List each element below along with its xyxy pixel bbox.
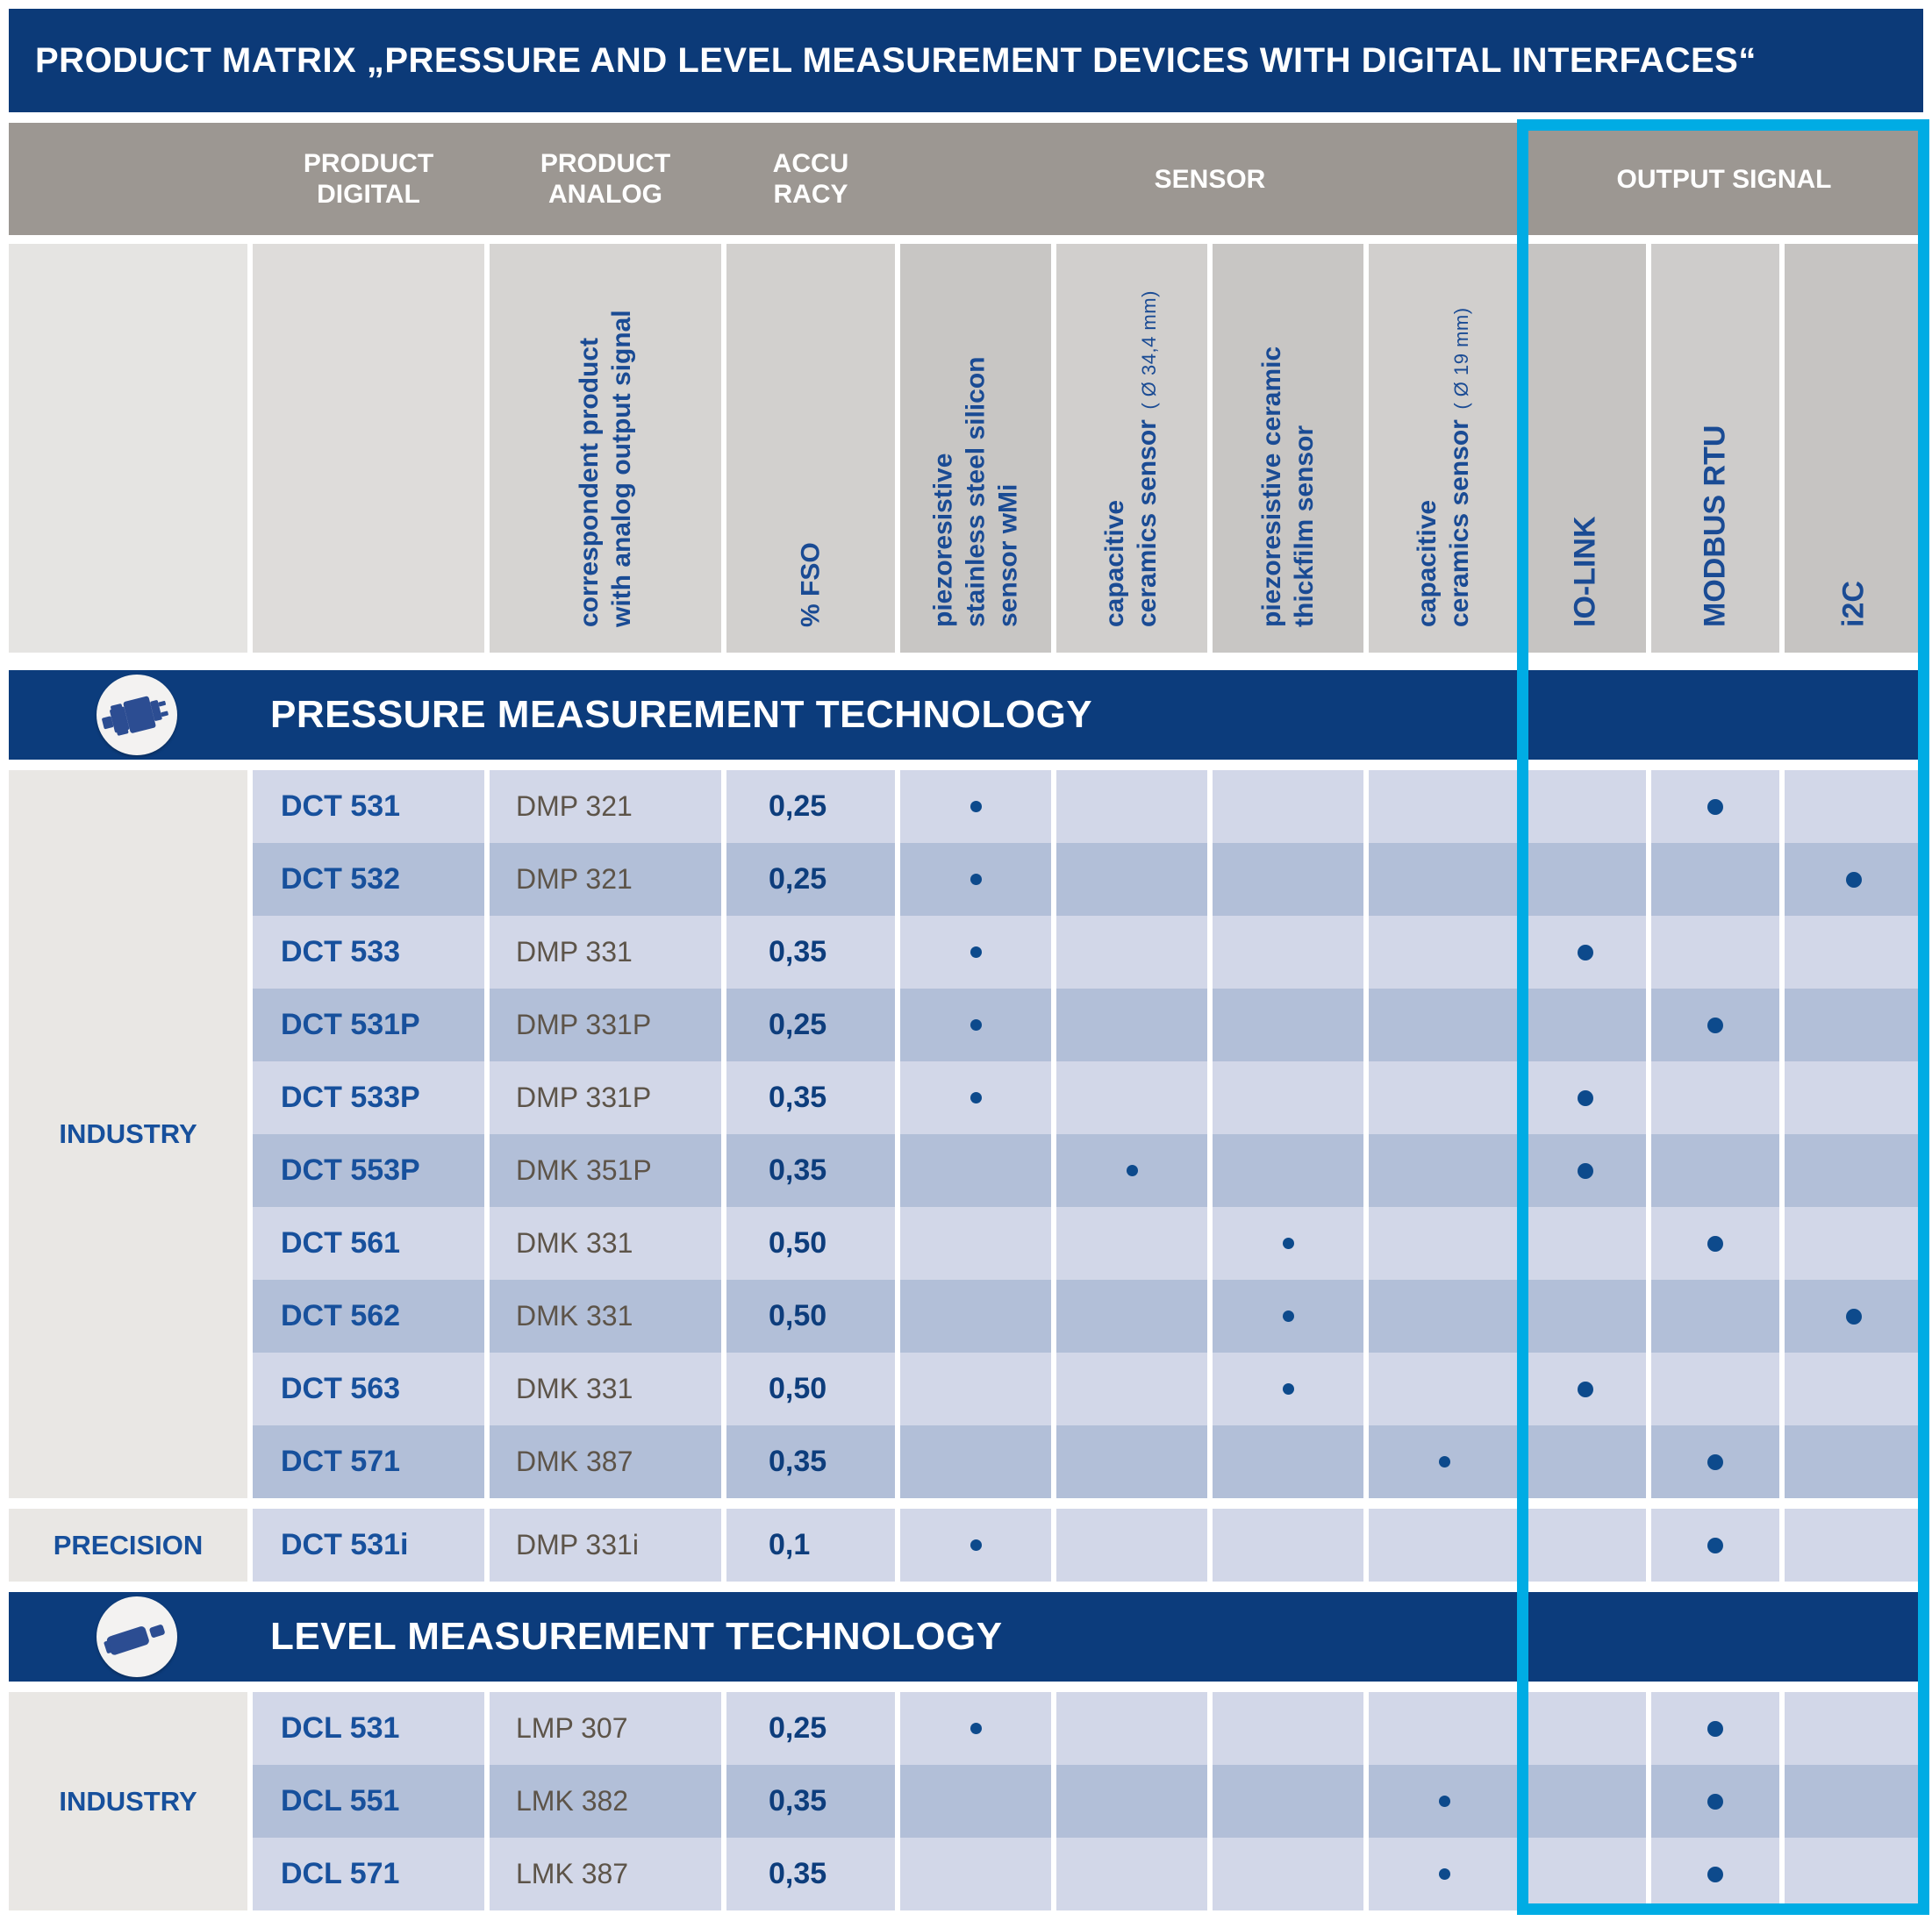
title-bar: [9, 9, 1923, 112]
sensor-dot-cell: [900, 843, 1051, 916]
subheader-sensor-3: [1213, 244, 1363, 653]
page-title: PRODUCT MATRIX „PRESSURE AND LEVEL MEASUREMENT DEVICES WITH DIGITAL INTERFACES“: [35, 40, 1757, 80]
sensor-dot-cell: [900, 1692, 1051, 1765]
sensor-dot-cell: [1213, 1425, 1363, 1498]
sensor-dot-cell: [900, 1061, 1051, 1134]
presence-dot: [1578, 945, 1593, 960]
table-row: [253, 1838, 1923, 1910]
section-banner-label: PRESSURE MEASUREMENT TECHNOLOGY: [270, 693, 1093, 736]
accuracy-cell: 0,1: [726, 1509, 895, 1582]
section-icon-circle: [97, 675, 177, 755]
sensor-dot-cell: [1369, 1280, 1520, 1353]
output-dot-cell: [1525, 1425, 1646, 1498]
product-analog-cell: DMP 321: [490, 843, 721, 916]
accuracy-cell: 0,35: [726, 1425, 895, 1498]
group-rows: [253, 770, 1923, 1498]
row-group: [9, 1692, 1923, 1910]
row-group: [9, 1509, 1923, 1582]
output-dot-cell: [1525, 989, 1646, 1061]
sensor-subheader-line: piezoresistive ceramic: [1257, 346, 1286, 627]
accuracy-cell: 0,35: [726, 1838, 895, 1910]
presence-dot: [1283, 1238, 1294, 1249]
group-rows: [253, 1509, 1923, 1582]
accuracy-cell: 0,25: [726, 770, 895, 843]
output-subheader-text: MODBUS RTU: [1698, 425, 1732, 627]
sensor-dot-cell: [1213, 770, 1363, 843]
sensor-dot-cell: [1213, 1134, 1363, 1207]
sensor-diameter-note: ( Ø 34,4 mm): [1138, 290, 1160, 420]
sensor-dot-cell: [1369, 1207, 1520, 1280]
sensor-dot-cell: [1369, 1692, 1520, 1765]
output-dot-cell: [1785, 1280, 1923, 1353]
sensor-dot-cell: [1213, 1838, 1363, 1910]
presence-dot: [1283, 1383, 1294, 1395]
product-analog-cell: DMK 387: [490, 1425, 721, 1498]
rotated-subheader-band: [9, 244, 1923, 653]
product-analog-cell: DMK 331: [490, 1280, 721, 1353]
presence-dot: [1439, 1868, 1450, 1880]
pressure-sensor-icon: [97, 675, 177, 755]
product-digital-cell: DCL 531: [253, 1692, 484, 1765]
sensor-subheader-text: [1256, 255, 1320, 641]
sensor-dot-cell: [1056, 1061, 1207, 1134]
subheader-sensor-2: [1056, 244, 1207, 653]
output-dot-cell: [1525, 1280, 1646, 1353]
presence-dot: [970, 1092, 982, 1103]
product-analog-cell: LMK 387: [490, 1838, 721, 1910]
presence-dot: [1707, 1794, 1723, 1810]
product-digital-cell: DCT 553P: [253, 1134, 484, 1207]
accuracy-cell: 0,35: [726, 1765, 895, 1838]
group-label: INDUSTRY: [9, 770, 247, 1498]
table-row: [253, 1692, 1923, 1765]
output-dot-cell: [1525, 1134, 1646, 1207]
subheader-spacer: [9, 244, 247, 653]
output-dot-cell: [1785, 770, 1923, 843]
sensor-dot-cell: [1369, 1765, 1520, 1838]
output-dot-cell: [1651, 989, 1779, 1061]
table-sections: [9, 670, 1923, 1910]
product-analog-cell: DMK 351P: [490, 1134, 721, 1207]
output-dot-cell: [1651, 1134, 1779, 1207]
group-rows: [253, 1692, 1923, 1910]
accuracy-cell: 0,25: [726, 1692, 895, 1765]
presence-dot: [1707, 1236, 1723, 1252]
output-dot-cell: [1785, 989, 1923, 1061]
sensor-dot-cell: [900, 989, 1051, 1061]
presence-dot: [1439, 1456, 1450, 1468]
output-dot-cell: [1525, 770, 1646, 843]
sensor-dot-cell: [900, 1280, 1051, 1353]
subheader-analog-note: correspondent product with analog output signal: [490, 244, 721, 653]
sensor-subheader-text: [1098, 255, 1165, 641]
subheader-digital-empty: [253, 244, 484, 653]
sensor-dot-cell: [900, 1838, 1051, 1910]
output-dot-cell: [1785, 1134, 1923, 1207]
presence-dot: [1707, 799, 1723, 815]
table-row: [253, 770, 1923, 843]
accuracy-cell: 0,25: [726, 989, 895, 1061]
sensor-dot-cell: [900, 916, 1051, 989]
sensor-dot-cell: [1213, 1061, 1363, 1134]
product-digital-cell: DCL 571: [253, 1838, 484, 1910]
product-digital-cell: DCT 533P: [253, 1061, 484, 1134]
output-dot-cell: [1651, 1765, 1779, 1838]
output-dot-cell: [1651, 1425, 1779, 1498]
output-dot-cell: [1651, 1207, 1779, 1280]
table-row: [253, 1061, 1923, 1134]
subheader-output-modbus-rtu: [1651, 244, 1779, 653]
sensor-subheader-line: capacitive: [1413, 499, 1442, 627]
presence-dot: [1707, 1018, 1723, 1033]
product-digital-cell: DCT 561: [253, 1207, 484, 1280]
output-dot-cell: [1785, 1509, 1923, 1582]
header-accuracy: ACCU RACY: [772, 149, 849, 209]
presence-dot: [1127, 1165, 1138, 1176]
output-dot-cell: [1785, 1765, 1923, 1838]
sensor-subheader-line: piezoresistive: [928, 453, 958, 627]
table-row: [253, 1425, 1923, 1498]
sensor-dot-cell: [1213, 1692, 1363, 1765]
output-dot-cell: [1785, 1425, 1923, 1498]
sensor-subheader-line: capacitive: [1100, 499, 1129, 627]
sensor-dot-cell: [1213, 1280, 1363, 1353]
sensor-dot-cell: [1369, 916, 1520, 989]
table-row: [253, 1134, 1923, 1207]
sensor-subheader-text: [927, 255, 1025, 641]
output-dot-cell: [1651, 1838, 1779, 1910]
subheader-accuracy-unit: % FSO: [726, 244, 895, 653]
product-analog-cell: DMP 331P: [490, 989, 721, 1061]
presence-dot: [970, 801, 982, 812]
accuracy-cell: 0,35: [726, 916, 895, 989]
column-header-band: [9, 123, 1923, 235]
presence-dot: [1578, 1382, 1593, 1397]
sensor-dot-cell: [1213, 843, 1363, 916]
subheader-output-i2c: [1785, 244, 1923, 653]
product-analog-cell: DMP 331P: [490, 1061, 721, 1134]
sensor-dot-cell: [900, 1134, 1051, 1207]
table-row: [253, 989, 1923, 1061]
product-analog-cell: DMK 331: [490, 1207, 721, 1280]
sensor-subheader-line: ceramics sensor ( Ø 19 mm): [1445, 307, 1474, 627]
accuracy-cell: 0,50: [726, 1207, 895, 1280]
product-analog-cell: DMP 331i: [490, 1509, 721, 1582]
output-dot-cell: [1525, 916, 1646, 989]
output-dot-cell: [1785, 916, 1923, 989]
section-banner-label: LEVEL MEASUREMENT TECHNOLOGY: [270, 1615, 1003, 1658]
output-dot-cell: [1525, 1509, 1646, 1582]
output-dot-cell: [1785, 1692, 1923, 1765]
sensor-subheader-line: sensor wMi: [993, 483, 1023, 627]
sensor-dot-cell: [1369, 1509, 1520, 1582]
header-product-digital: PRODUCT DIGITAL: [303, 149, 434, 209]
sensor-dot-cell: [1056, 1692, 1207, 1765]
table-row: [253, 1509, 1923, 1582]
product-analog-cell: DMK 331: [490, 1353, 721, 1425]
output-subheader-text: i2C: [1836, 581, 1871, 627]
presence-dot: [1707, 1454, 1723, 1470]
sensor-dot-cell: [1056, 770, 1207, 843]
header-sensor-group: SENSOR: [1154, 164, 1266, 194]
sensor-dot-cell: [1056, 1280, 1207, 1353]
accuracy-cell: 0,50: [726, 1353, 895, 1425]
sensor-dot-cell: [1213, 1765, 1363, 1838]
sensor-dot-cell: [1056, 1509, 1207, 1582]
section-banner: [9, 1592, 1923, 1682]
output-dot-cell: [1785, 843, 1923, 916]
header-product-analog: PRODUCT ANALOG: [540, 149, 671, 209]
sensor-dot-cell: [900, 1765, 1051, 1838]
product-analog-cell: LMP 307: [490, 1692, 721, 1765]
sensor-dot-cell: [1056, 1425, 1207, 1498]
product-digital-cell: DCT 532: [253, 843, 484, 916]
product-analog-cell: DMP 321: [490, 770, 721, 843]
output-dot-cell: [1525, 1692, 1646, 1765]
level-probe-icon: [97, 1596, 177, 1677]
sensor-dot-cell: [1056, 1353, 1207, 1425]
output-dot-cell: [1651, 916, 1779, 989]
accuracy-cell: 0,35: [726, 1061, 895, 1134]
sensor-dot-cell: [1056, 1134, 1207, 1207]
output-dot-cell: [1651, 1509, 1779, 1582]
sensor-dot-cell: [1056, 1207, 1207, 1280]
group-label: PRECISION: [9, 1509, 247, 1582]
table-row: [253, 1765, 1923, 1838]
sensor-dot-cell: [900, 1425, 1051, 1498]
output-dot-cell: [1651, 1280, 1779, 1353]
subheader-sensor-1: [900, 244, 1051, 653]
sensor-dot-cell: [900, 1509, 1051, 1582]
sensor-dot-cell: [900, 1353, 1051, 1425]
presence-dot: [970, 1539, 982, 1551]
presence-dot: [1578, 1090, 1593, 1106]
sensor-dot-cell: [1369, 1061, 1520, 1134]
subheader-sensor-4: [1369, 244, 1520, 653]
row-group: [9, 770, 1923, 1498]
sensor-dot-cell: [1369, 1838, 1520, 1910]
section-banner: [9, 670, 1923, 760]
accuracy-cell: 0,35: [726, 1134, 895, 1207]
sensor-dot-cell: [1213, 1353, 1363, 1425]
output-dot-cell: [1525, 843, 1646, 916]
presence-dot: [1707, 1538, 1723, 1553]
section-icon-circle: [97, 1596, 177, 1677]
presence-dot: [1846, 1309, 1862, 1325]
accuracy-cell: 0,25: [726, 843, 895, 916]
output-dot-cell: [1651, 770, 1779, 843]
presence-dot: [970, 874, 982, 885]
table-row: [253, 916, 1923, 989]
sensor-dot-cell: [900, 770, 1051, 843]
accuracy-cell: 0,50: [726, 1280, 895, 1353]
subheader-output-io-link: [1525, 244, 1646, 653]
sensor-diameter-note: ( Ø 19 mm): [1450, 307, 1472, 420]
sensor-dot-cell: [1056, 916, 1207, 989]
output-dot-cell: [1651, 843, 1779, 916]
sensor-dot-cell: [1056, 989, 1207, 1061]
output-dot-cell: [1785, 1207, 1923, 1280]
output-dot-cell: [1785, 1838, 1923, 1910]
header-spacer: [9, 123, 247, 235]
sensor-subheader-line: ceramics sensor ( Ø 34,4 mm): [1133, 290, 1162, 627]
sensor-dot-cell: [1369, 1134, 1520, 1207]
product-digital-cell: DCT 531: [253, 770, 484, 843]
product-digital-cell: DCT 531i: [253, 1509, 484, 1582]
sensor-dot-cell: [1369, 843, 1520, 916]
presence-dot: [1707, 1721, 1723, 1737]
output-dot-cell: [1525, 1061, 1646, 1134]
output-dot-cell: [1525, 1353, 1646, 1425]
sensor-subheader-text: [1411, 255, 1478, 641]
sensor-dot-cell: [1056, 1838, 1207, 1910]
table-row: [253, 843, 1923, 916]
sensor-dot-cell: [1056, 843, 1207, 916]
presence-dot: [970, 946, 982, 958]
presence-dot: [1439, 1796, 1450, 1807]
sensor-dot-cell: [1369, 989, 1520, 1061]
presence-dot: [970, 1723, 982, 1734]
header-output-group: OUTPUT SIGNAL: [1616, 164, 1832, 194]
group-label: INDUSTRY: [9, 1692, 247, 1910]
table-row: [253, 1280, 1923, 1353]
output-dot-cell: [1525, 1207, 1646, 1280]
product-analog-cell: DMP 331: [490, 916, 721, 989]
product-digital-cell: DCT 562: [253, 1280, 484, 1353]
sensor-subheader-line: thickfilm sensor: [1290, 425, 1319, 627]
sensor-dot-cell: [1056, 1765, 1207, 1838]
sensor-dot-cell: [1369, 770, 1520, 843]
presence-dot: [1283, 1310, 1294, 1322]
table-row: [253, 1353, 1923, 1425]
sensor-dot-cell: [1213, 916, 1363, 989]
presence-dot: [1846, 872, 1862, 888]
sensor-dot-cell: [1213, 989, 1363, 1061]
product-digital-cell: DCT 571: [253, 1425, 484, 1498]
output-dot-cell: [1651, 1061, 1779, 1134]
output-dot-cell: [1651, 1353, 1779, 1425]
output-dot-cell: [1525, 1765, 1646, 1838]
sensor-dot-cell: [1369, 1353, 1520, 1425]
sensor-dot-cell: [1213, 1207, 1363, 1280]
product-analog-cell: LMK 382: [490, 1765, 721, 1838]
product-digital-cell: DCT 533: [253, 916, 484, 989]
sensor-subheader-line: stainless steel silicon: [961, 356, 991, 627]
product-digital-cell: DCT 563: [253, 1353, 484, 1425]
presence-dot: [1578, 1163, 1593, 1179]
sensor-dot-cell: [1369, 1425, 1520, 1498]
product-digital-cell: DCL 551: [253, 1765, 484, 1838]
output-dot-cell: [1651, 1692, 1779, 1765]
table-row: [253, 1207, 1923, 1280]
product-digital-cell: DCT 531P: [253, 989, 484, 1061]
presence-dot: [970, 1019, 982, 1031]
output-dot-cell: [1785, 1061, 1923, 1134]
output-subheader-text: IO-LINK: [1568, 516, 1602, 627]
sensor-dot-cell: [1213, 1509, 1363, 1582]
sensor-dot-cell: [900, 1207, 1051, 1280]
presence-dot: [1707, 1867, 1723, 1882]
output-dot-cell: [1785, 1353, 1923, 1425]
output-dot-cell: [1525, 1838, 1646, 1910]
product-matrix-page: [9, 9, 1923, 1921]
